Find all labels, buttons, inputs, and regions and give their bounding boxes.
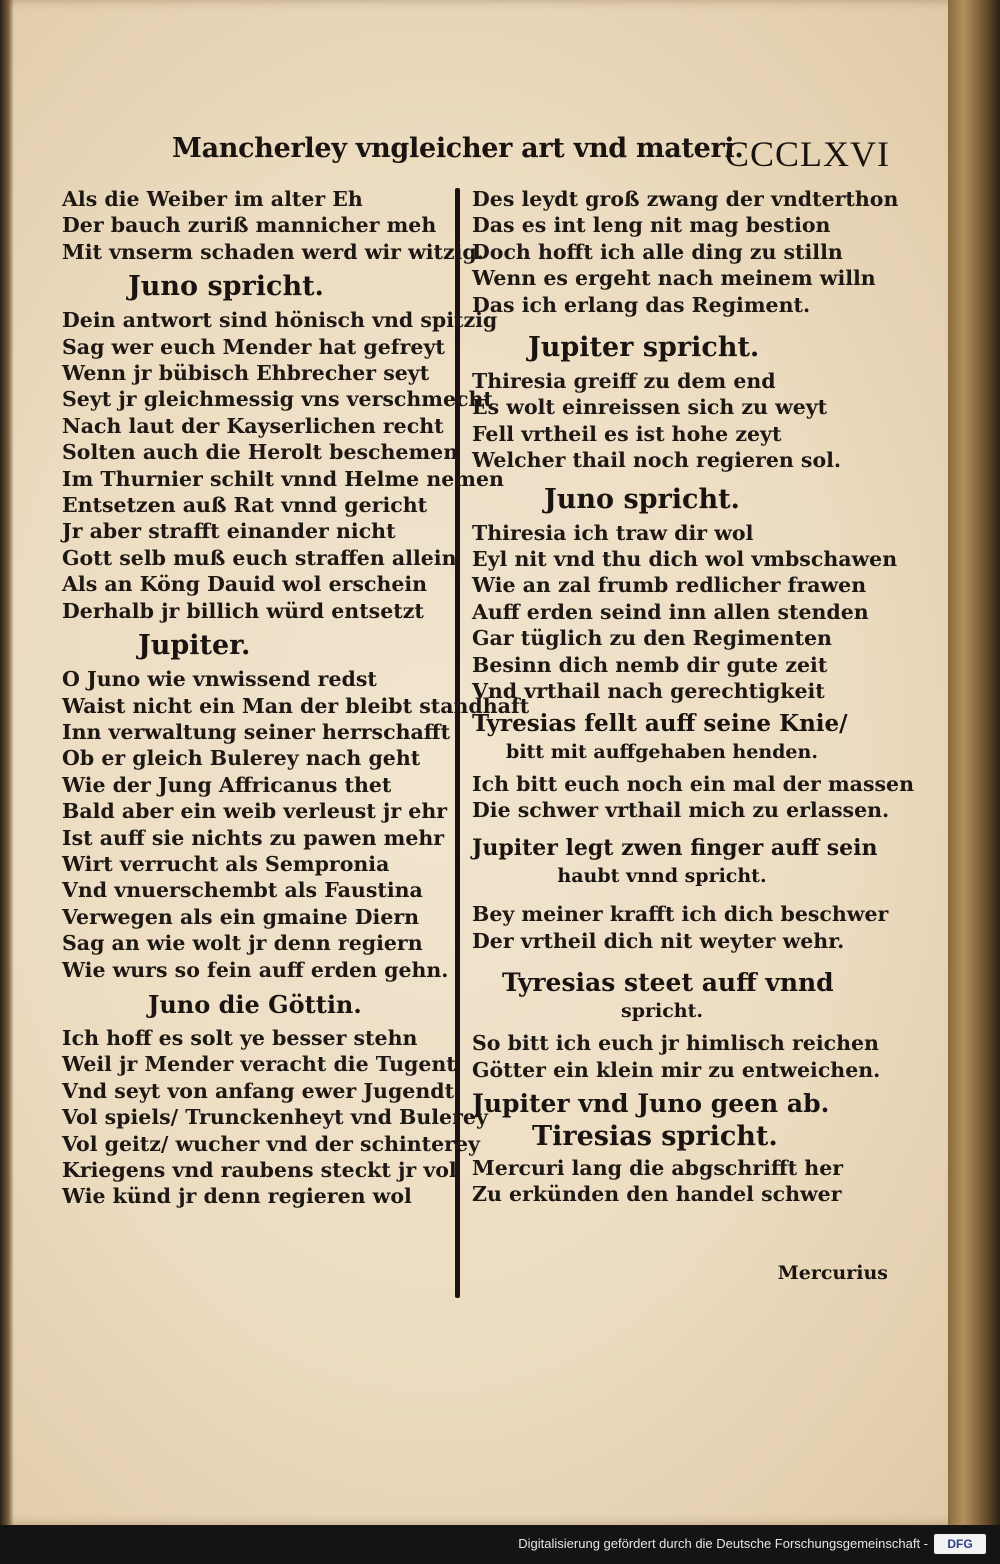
stage-direction: Tyresias steet auff vnnd [502, 968, 834, 998]
verse-line: So bitt ich euch jr himlisch reichen [472, 1031, 879, 1056]
verse-line: Das ich erlang das Regiment. [472, 292, 811, 317]
verse-line: Vnd vnuerschembt als Faustina [62, 878, 423, 903]
speaker-heading: Juno spricht. [128, 271, 324, 303]
speaker-heading: Jupiter spricht. [528, 332, 760, 364]
stage-direction-continued: haubt vnnd spricht. [557, 865, 767, 888]
verse-line: Die schwer vrthail mich zu erlassen. [472, 797, 890, 822]
verse-line: Götter ein klein mir zu entweichen. [472, 1057, 881, 1082]
running-title: Mancherley vngleicher art vnd materi. [172, 133, 744, 164]
speaker-heading: Tiresias spricht. [532, 1120, 778, 1152]
book-edge [948, 0, 1000, 1525]
verse-line: Thiresia greiff zu dem end [472, 369, 776, 394]
verse-line: Bald aber ein weib verleust jr ehr [62, 799, 448, 824]
verse-line: Inn verwaltung seiner herrschafft [62, 719, 451, 744]
stage-direction: Jupiter vnd Juno geen ab. [472, 1088, 830, 1118]
verse-line: Besinn dich nemb dir gute zeit [472, 652, 828, 677]
verse-line: Weil jr Mender veracht die Tugent [62, 1052, 456, 1077]
verse-line: Auff erden seind inn allen stenden [472, 599, 869, 624]
verse-line: Thiresia ich traw dir wol [472, 520, 754, 545]
catchword: Mercurius [777, 1262, 888, 1284]
verse-line: Gott selb muß euch straffen allein [62, 545, 457, 570]
verse-line: Fell vrtheil es ist hohe zeyt [472, 421, 782, 446]
verse-line: Doch hofft ich alle ding zu stilln [472, 239, 843, 264]
verse-line: Dein antwort sind hönisch vnd spitzig [62, 308, 498, 333]
verse-line: O Juno wie vnwissend redst [62, 667, 377, 692]
verse-line: Als an Köng Dauid wol erschein [62, 572, 428, 597]
verse-line: Wenn es ergeht nach meinem willn [472, 266, 876, 291]
verse-line: Vnd vrthail nach gerechtigkeit [472, 679, 825, 704]
verse-line: Gar tüglich zu den Regimenten [472, 626, 832, 651]
verse-line: Waist nicht ein Man der bleibt standhaft [62, 693, 530, 718]
stage-direction-continued: bitt mit auffgehaben henden. [506, 740, 818, 763]
verse-line: Vol geitz/ wucher vnd der schinterey [62, 1131, 480, 1156]
verse-line: Wie an zal frumb redlicher frawen [472, 573, 867, 598]
verse-line: Jr aber strafft einander nicht [62, 519, 396, 544]
verse-line: Des leydt groß zwang der vndterthon [472, 187, 899, 211]
verse-line: Derhalb jr billich würd entsetzt [62, 598, 424, 623]
verse-line: Vnd seyt von anfang ewer Jugendt [62, 1078, 455, 1103]
verse-line: Im Thurnier schilt vnnd Helme nemen [62, 466, 504, 491]
verse-line: Wie wurs so fein auff erden gehn. [62, 957, 449, 982]
verse-line: Ob er gleich Bulerey nach geht [62, 746, 421, 771]
verse-line: Verwegen als ein gmaine Diern [62, 904, 420, 929]
verse-line: Das es int leng nit mag bestion [472, 213, 831, 238]
verse-line: Kriegens vnd raubens steckt jr vol [62, 1158, 457, 1182]
verse-line: Vol spiels/ Trunckenheyt vnd Bulerey [62, 1105, 488, 1130]
folio-number: CCCLXVI [724, 134, 890, 174]
verse-line: Wie der Jung Affricanus thet [62, 772, 392, 797]
verse-line: Wie künd jr denn regieren wol [62, 1184, 412, 1209]
left-column [62, 186, 530, 1210]
verse-line: Entsetzen auß Rat vnnd gericht [62, 493, 428, 518]
verse-line: Ich bitt euch noch ein mal der massen [472, 771, 914, 796]
right-column [472, 186, 914, 1208]
verse-line: Seyt jr gleichmessig vns verschmecht [62, 387, 493, 412]
page-header [172, 133, 890, 181]
verse-line: Ist auff sie nichts zu pawen mehr [62, 825, 445, 850]
binding-shadow [0, 0, 14, 1525]
verse-line: Solten auch die Herolt beschemen [62, 440, 459, 465]
verse-line: Sag wer euch Mender hat gefreyt [62, 334, 445, 359]
verse-line: Wenn jr bübisch Ehbrecher seyt [62, 361, 430, 386]
verse-line: Zu erkünden den handel schwer [472, 1182, 842, 1207]
verse-line: Als die Weiber im alter Eh [62, 187, 363, 211]
footer-bar [0, 1525, 1000, 1564]
verse-line: Wirt verrucht als Sempronia [62, 851, 390, 876]
funding-credit: Digitalisierung gefördert durch die Deutsche Forschungsgemeinschaft - [518, 1536, 928, 1551]
verse-line: Nach laut der Kayserlichen recht [62, 413, 444, 438]
stage-direction-continued: spricht. [621, 1000, 703, 1023]
verse-line: Sag an wie wolt jr denn regiern [62, 931, 423, 956]
dfg-logo: DFG [934, 1534, 986, 1554]
verse-line: Der vrtheil dich nit weyter wehr. [472, 928, 845, 953]
speaker-heading: Juno spricht. [544, 483, 740, 515]
verse-line: Der bauch zuriß mannicher meh [62, 213, 437, 238]
speaker-heading: Juno die Göttin. [148, 989, 362, 1019]
stage-direction: Tyresias fellt auff seine Knie/ [472, 709, 848, 737]
verse-line: Bey meiner krafft ich dich beschwer [472, 902, 889, 927]
verse-line: Eyl nit vnd thu dich wol vmbschawen [472, 547, 898, 572]
verse-line: Mercuri lang die abgschrifft her [472, 1155, 844, 1180]
verse-line: Es wolt einreissen sich zu weyt [472, 395, 828, 420]
verse-line: Mit vnserm schaden werd wir witzig. [62, 239, 484, 264]
stage-direction: Jupiter legt zwen finger auff sein [472, 835, 878, 862]
speaker-heading: Jupiter. [138, 630, 251, 662]
verse-line: Welcher thail noch regieren sol. [472, 448, 842, 473]
verse-line: Ich hoff es solt ye besser stehn [62, 1025, 418, 1050]
